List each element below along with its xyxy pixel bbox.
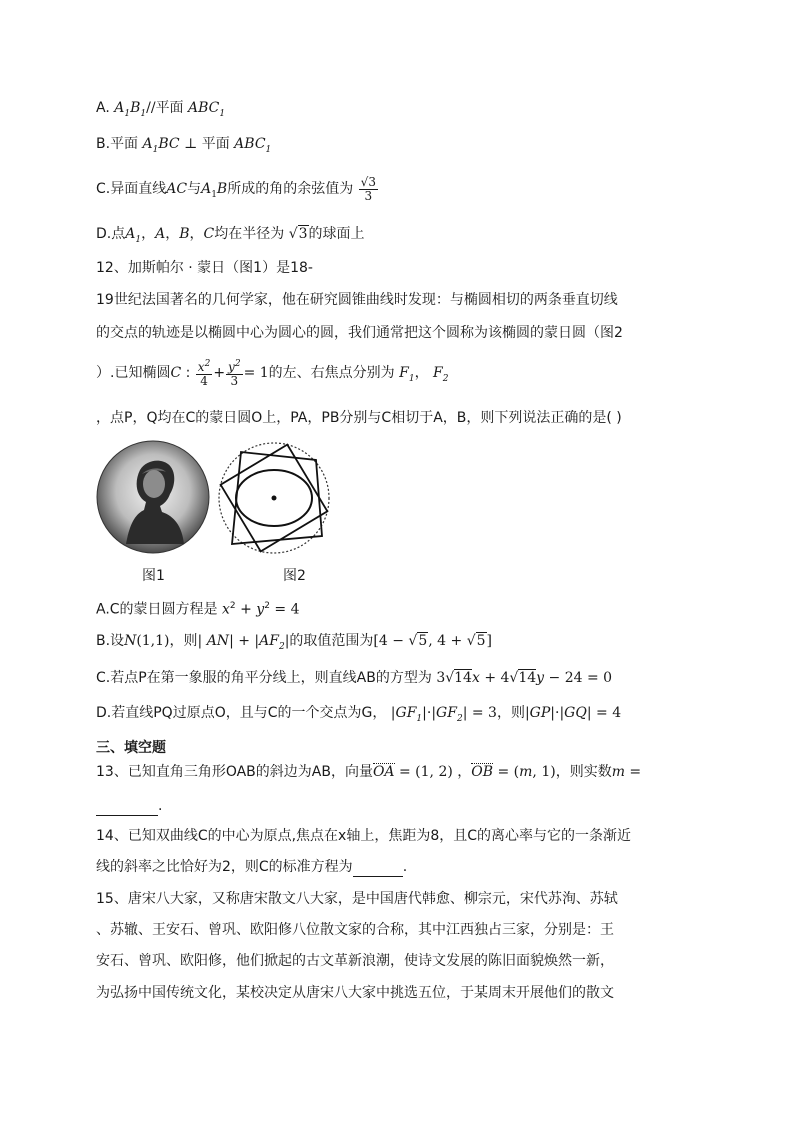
q11-option-a: A. $A_1B_1//$平面 $ABC_1$ xyxy=(96,100,226,119)
q11-option-b: B.平面 $A_1BC$ ⊥ 平面 $ABC_1$ xyxy=(96,136,272,155)
q15-line-4: 为弘扬中国传统文化，某校决定从唐宋八大家中挑选五位，于某周末开展他们的散文 xyxy=(96,985,614,1001)
q12-option-a: A.C的蒙日圆方程是 $x^2 + y^2 = 4$ xyxy=(96,601,300,618)
q11-option-c: C.异面直线AC与$A_1B$所成的角的余弦值为 $\frac{√3}{3}$ xyxy=(96,174,376,203)
q13-line-1: 13、已知直角三角形OAB的斜边为AB，向量OA = (1, 2) ，OB = (m, 1)，则实数m = xyxy=(96,764,642,780)
figure-1-portrait xyxy=(96,440,210,554)
q12-option-b: B.设N(1,1)，则| $AN| + |AF_2|$的取值范围为[4 − √5, 4 + √5] xyxy=(96,633,493,652)
q12-option-c: C.若点P在第一象服的角平分线上，则直线AB的方型为 3√14x + 4√14y − 24 = 0 xyxy=(96,670,613,686)
q15-line-3: 安石、曾巩、欧阳修，他们掀起的古文革新浪潮，使诗文发展的陈旧面貌焕然一新， xyxy=(96,953,614,969)
q15-line-1: 15、唐宋八大家，又称唐宋散文八大家，是中国唐代韩愈、柳宗元，宋代苏洵、苏轼 xyxy=(96,891,618,907)
q12-line-2: 19世纪法国著名的几何学家，他在研究圆锥曲线时发现：与椭圆相切的两条垂直切线 xyxy=(96,292,618,308)
q11-option-d: D.点$A_1$，A，B，C均在半径为 √3的球面上 xyxy=(96,226,365,245)
q14-answer-blank[interactable] xyxy=(353,876,403,877)
figure-2-caption: 图2 xyxy=(283,568,306,584)
q14-line-2: 线的斜率之比恰好为2，则C的标准方程为 . xyxy=(96,859,408,875)
figure-1-caption: 图1 xyxy=(142,568,165,584)
q12-option-d: D.若直线PQ过原点O，且与C的一个交点为G， $|GF_1|\cdot|GF_2| = 3$，则|GP|·|GQ| = 4 xyxy=(96,705,622,724)
q12-line-4: ）.已知椭圆C : $\frac{x^2}{4}$ + $\frac{y^2}{3}$ = 1的左、右焦点分别为 $F_1$， $F_2$ xyxy=(96,359,449,388)
section-3-heading: 三、填空题 xyxy=(96,740,166,756)
figure-2-monge-circle xyxy=(216,440,332,556)
q13-answer-blank[interactable]: . xyxy=(96,796,162,816)
q12-line-1: 12、加斯帕尔 · 蒙日（图1）是18- xyxy=(96,260,313,276)
q12-line-5: ，点P，Q均在C的蒙日圆O上，PA，PB分别与C相切于A，B，则下列说法正确的是( ) xyxy=(96,410,622,426)
q12-line-3: 的交点的轨迹是以椭圆中心为圆心的圆，我们通常把这个圆称为该椭圆的蒙日圆（图2 xyxy=(96,325,623,341)
q15-line-2: 、苏辙、王安石、曾巩、欧阳修八位散文家的合称，其中江西独占三家，分别是：王 xyxy=(96,922,614,938)
cosine-fraction: $\frac{√3}{3}$ xyxy=(360,174,376,203)
q14-line-1: 14、已知双曲线C的中心为原点,焦点在x轴上，焦距为8，且C的离心率与它的一条渐近 xyxy=(96,828,632,844)
